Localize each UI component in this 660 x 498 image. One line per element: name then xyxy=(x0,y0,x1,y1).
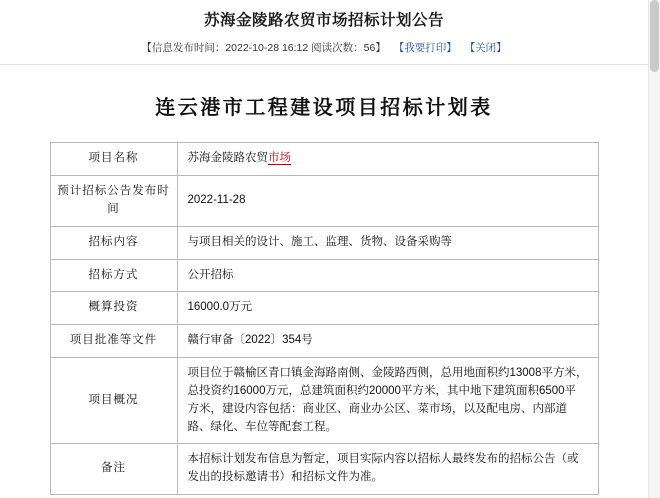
publish-info: 【信息发布时间：2022-10-28 16:12 阅读次数：56】 xyxy=(141,41,386,54)
table-row xyxy=(50,292,598,325)
row-label-project-name: 项目名称 xyxy=(50,143,177,176)
row-value-remarks: 本招标计划发布信息为暂定，项目实际内容以招标人最终发布的招标公告（或发出的投标邀请书）和招标文件为准。 xyxy=(177,444,598,495)
table-row xyxy=(50,358,598,444)
table-row xyxy=(50,143,598,176)
row-label-investment: 概算投资 xyxy=(50,292,177,325)
print-link[interactable]: 【我要打印】 xyxy=(393,41,457,54)
row-label-bid-method: 招标方式 xyxy=(50,259,177,292)
row-value-project-name xyxy=(177,143,598,176)
table-title: 连云港市工程建设项目招标计划表 xyxy=(155,97,493,120)
header-divider xyxy=(0,64,648,65)
article-meta xyxy=(0,41,648,56)
close-link[interactable]: 【关闭】 xyxy=(464,41,507,54)
table-row xyxy=(50,226,598,259)
table-row xyxy=(50,259,598,292)
row-value-publish-time: 2022-11-28 xyxy=(177,176,598,227)
row-value-overview: 项目位于赣榆区青口镇金海路南侧、金陵路西侧，总用地面积约13008平方米，总投资约16000万元，总建筑面积约20000平方米，其中地下建筑面积6500平方米，建设内容包括：商业区、商业办公区、菜市场，以及配电房、内部道路、绿化、车位等配套工程。 xyxy=(177,358,598,444)
vertical-scrollbar[interactable] xyxy=(648,0,660,498)
table-row xyxy=(50,325,598,358)
bid-plan-table xyxy=(50,142,599,495)
table-row xyxy=(50,444,598,495)
project-name-highlight: 市场 xyxy=(268,152,291,165)
row-label-bid-content: 招标内容 xyxy=(50,226,177,259)
row-label-remarks: 备注 xyxy=(50,444,177,495)
row-label-approval-doc: 项目批准等文件 xyxy=(50,325,177,358)
page-title: 苏海金陵路农贸市场招标计划公告 xyxy=(203,12,444,29)
row-value-bid-content: 与项目相关的设计、施工、监理、货物、设备采购等 xyxy=(177,226,598,259)
row-value-investment: 16000.0万元 xyxy=(177,292,598,325)
row-label-publish-time: 预计招标公告发布时间 xyxy=(50,176,177,227)
row-label-overview: 项目概况 xyxy=(50,358,177,444)
table-row xyxy=(50,176,598,227)
project-name-text: 苏海金陵路农贸 xyxy=(187,152,268,165)
row-value-approval-doc: 赣行审备〔2022〕354号 xyxy=(177,325,598,358)
scrollbar-thumb[interactable] xyxy=(650,0,659,72)
article-header xyxy=(0,0,648,65)
row-value-bid-method: 公开招标 xyxy=(177,259,598,292)
